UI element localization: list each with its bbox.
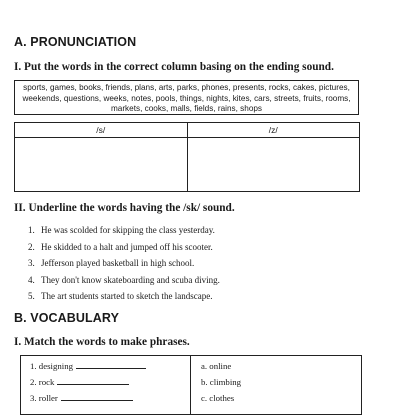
item-number: 1.: [28, 225, 35, 235]
match-left-item: [30, 374, 190, 390]
match-left-item: [30, 390, 190, 406]
item-number: 2.: [28, 241, 35, 252]
list-item[interactable]: [28, 255, 220, 272]
column-z-header: /z/: [187, 123, 360, 137]
match-left-item: [30, 358, 190, 374]
sk-sentence-list: [28, 222, 220, 305]
sentence-text: He was scolded for skipping the class yesterday.: [41, 225, 215, 235]
column-s-header: /s/: [96, 125, 106, 135]
column-s-answer-area[interactable]: [15, 138, 187, 192]
answer-blank[interactable]: [57, 375, 129, 385]
sentence-text: Jefferson played basketball in high school.: [41, 258, 195, 268]
word-box: sports, games, books, friends, plans, arts, parks, phones, presents, rocks, cakes, pictures, weekends, questions, weeks, notes, pools, things, nights, kites, cars, streets, fruits, rooms, markets, cooks, malls, fields, rains, shops: [14, 80, 359, 115]
match-right-item: a. online: [201, 361, 232, 371]
match-left-text: 2. rock: [30, 377, 55, 387]
match-left-text: 1. designing: [30, 361, 74, 371]
list-item[interactable]: [28, 272, 220, 289]
sentence-text: He skidded to a halt and jumped off his scooter.: [41, 241, 213, 252]
item-number: 4.: [28, 274, 35, 285]
column-z-answer-area[interactable]: [187, 138, 360, 192]
section-b-title: B. VOCABULARY: [14, 311, 120, 325]
answer-blank[interactable]: [76, 359, 146, 369]
item-number: 3.: [28, 258, 35, 268]
list-item[interactable]: [28, 288, 220, 305]
section-a-title: A. PRONUNCIATION: [14, 35, 137, 49]
sort-table-body: [15, 138, 359, 192]
match-left-column: [21, 356, 190, 414]
list-item[interactable]: [28, 222, 220, 239]
match-table: [20, 355, 362, 415]
sort-table-header: [15, 123, 359, 138]
match-right-column: [190, 356, 361, 414]
match-left-text: 3. roller: [30, 393, 58, 403]
sentence-text: They don't know skateboarding and scuba diving.: [41, 274, 220, 285]
match-heading: I. Match the words to make phrases.: [14, 336, 190, 348]
sort-table: [14, 122, 360, 192]
sentence-text: The art students started to sketch the landscape.: [41, 291, 213, 301]
task-2-heading: II. Underline the words having the /sk/ sound.: [14, 202, 235, 214]
list-item[interactable]: [28, 239, 220, 256]
match-right-item: b. climbing: [201, 377, 242, 387]
match-right-item: c. clothes: [201, 393, 235, 403]
item-number: 5.: [28, 291, 35, 301]
task-1-heading: I. Put the words in the correct column basing on the ending sound.: [14, 61, 334, 73]
